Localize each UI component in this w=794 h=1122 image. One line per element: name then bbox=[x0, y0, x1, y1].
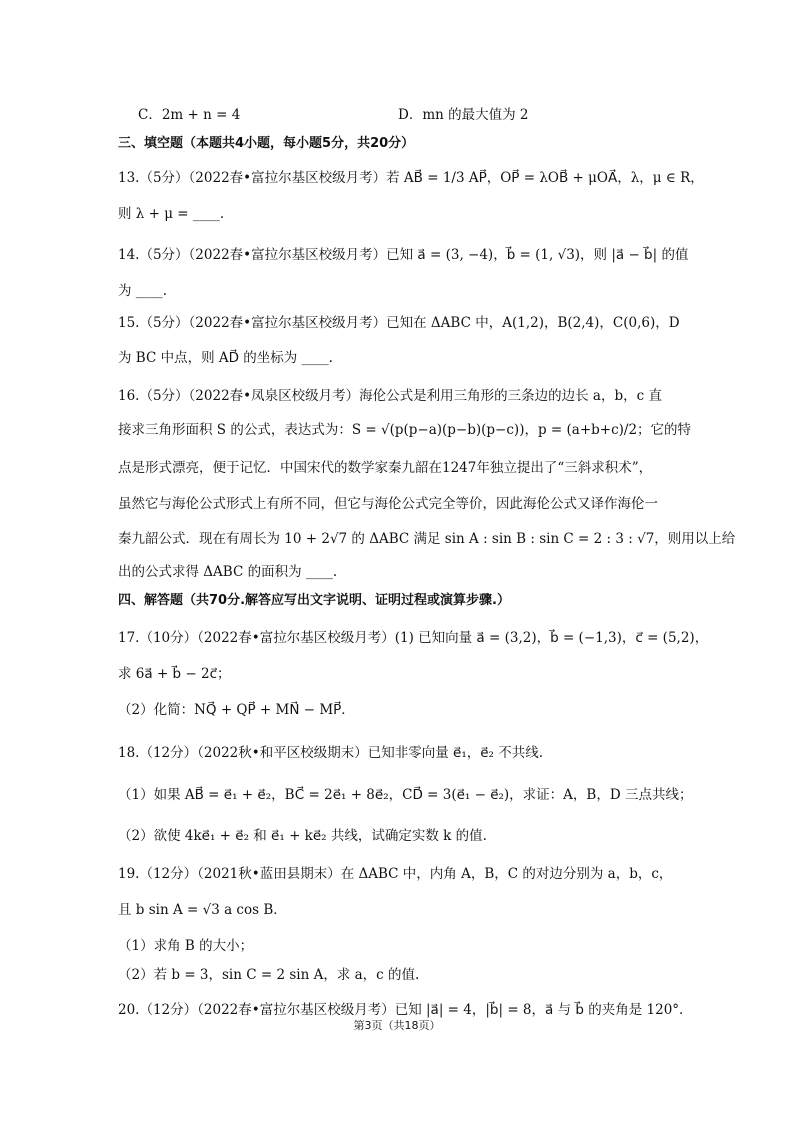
question-14-line-1: 14.（5分）（2022春•富拉尔基区校级月考）已知 a⃗ = (3, −4)，b⃗ = (1, √3)，则 |a⃗ − b⃗| 的值 bbox=[118, 247, 689, 263]
question-16-line-2: 接求三角形面积 S 的公式，表达式为：S = √(p(p−a)(p−b)(p−c))，p = (a+b+c)/2；它的特 bbox=[118, 422, 692, 438]
question-17-line-1: 17.（10分）（2022春•富拉尔基区校级月考）(1) 已知向量 a⃗ = (3,2)，b⃗ = (−1,3)，c⃗ = (5,2)， bbox=[118, 630, 709, 646]
question-19-line-2: 且 b sin A = √3 a cos B． bbox=[118, 902, 287, 918]
question-20-line-1: 20.（12分）（2022春•富拉尔基区校级月考）已知 |a⃗| = 4，|b⃗| = 8，a⃗ 与 b⃗ 的夹角是 120°． bbox=[118, 1002, 693, 1018]
question-16-line-6: 出的公式求得 ΔABC 的面积为 ____. bbox=[118, 564, 338, 580]
question-17-line-3: （2）化简：NQ⃗ + QP⃗ + MN⃗ − MP⃗． bbox=[118, 702, 355, 718]
question-18-line-3: （2）欲使 4ke⃗₁ + e⃗₂ 和 e⃗₁ + ke⃗₂ 共线，试确定实数 k 的值. bbox=[118, 828, 487, 844]
question-16-line-3: 点是形式漂亮，便于记忆．中国宋代的数学家秦九韶在1247年独立提出了“三斜求积术”， bbox=[118, 460, 653, 476]
question-19-line-1: 19.（12分）（2021秋•蓝田县期末）在 ΔABC 中，内角 A，B，C 的对边分别为 a，b，c， bbox=[118, 866, 673, 882]
question-14-line-2: 为 ____. bbox=[118, 283, 168, 299]
question-15-line-2: 为 BC 中点，则 AD⃗ 的坐标为 ____. bbox=[118, 350, 333, 366]
page-footer: 第3页（共18页） bbox=[353, 1019, 441, 1032]
question-16-line-5: 秦九韶公式．现在有周长为 10 + 2√7 的 ΔABC 满足 sin A : sin B : sin C = 2 : 3 : √7，则用以上给 bbox=[118, 531, 736, 547]
question-18-line-1: 18.（12分）（2022秋•和平区校级期末）已知非零向量 e⃗₁，e⃗₂ 不共线. bbox=[118, 745, 544, 761]
question-19-line-3: （1）求角 B 的大小； bbox=[118, 938, 254, 954]
question-18-line-2: （1）如果 AB⃗ = e⃗₁ + e⃗₂，BC⃗ = 2e⃗₁ + 8e⃗₂，CD⃗ = 3(e⃗₁ − e⃗₂)，求证：A，B，D 三点共线； bbox=[118, 787, 693, 803]
question-13-line-2: 则 λ + μ = ____. bbox=[118, 206, 225, 222]
question-16-line-4: 虽然它与海伦公式形式上有所不同，但它与海伦公式完全等价，因此海伦公式又译作海伦一 bbox=[118, 496, 658, 512]
option-d: D．mn 的最大值为 2 bbox=[398, 107, 529, 123]
section-heading-solve: 四、解答题（共70分.解答应写出文字说明、证明过程或演算步骤.） bbox=[118, 593, 510, 608]
question-17-line-2: 求 6a⃗ + b⃗ − 2c⃗； bbox=[118, 666, 231, 682]
question-19-line-4: （2）若 b = 3，sin C = 2 sin A，求 a，c 的值. bbox=[118, 967, 420, 983]
option-c: C．2m + n = 4 bbox=[138, 107, 241, 123]
section-heading-fill-blank: 三、填空题（本题共4小题，每小题5分，共20分） bbox=[118, 136, 415, 151]
question-15-line-1: 15.（5分）（2022春•富拉尔基区校级月考）已知在 ΔABC 中，A(1,2)，B(2,4)，C(0,6)，D bbox=[118, 315, 680, 331]
question-16-line-1: 16.（5分）（2022春•凤泉区校级月考）海伦公式是利用三角形的三条边的边长 a，b，c 直 bbox=[118, 388, 662, 404]
question-13-line-1: 13.（5分）（2022春•富拉尔基区校级月考）若 AB⃗ = 1/3 AP⃗，OP⃗ = λOB⃗ + μOA⃗，λ，μ ∈ R， bbox=[118, 170, 704, 186]
